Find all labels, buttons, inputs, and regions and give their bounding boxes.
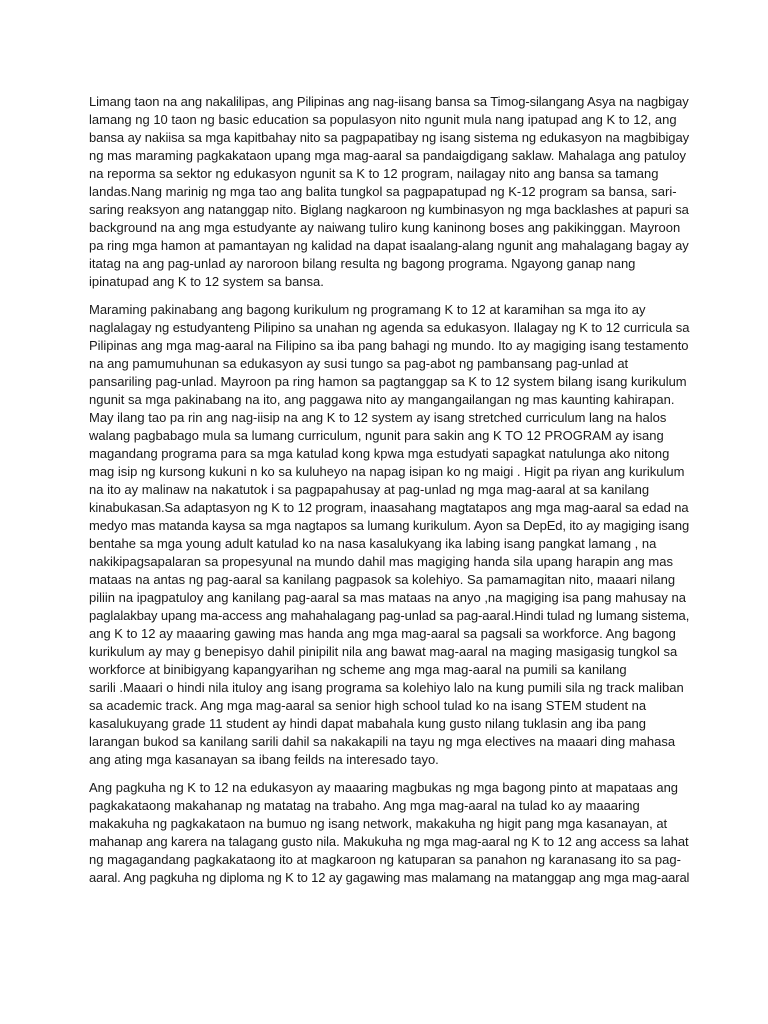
text-line: landas.Nang marinig ng mga tao ang balita tungkol sa pagpapatupad ng K-12 program sa bansa, sari-: [89, 184, 677, 199]
text-line: sa academic track. Ang mga mag-aaral sa senior high school tulad ko na isang STEM student na: [89, 698, 647, 713]
text-line: bansa ay nakiisa sa mga kapitbahay nito sa pagpapatibay ng isang sistema ng edukasyon na magbibigay: [89, 130, 690, 145]
text-line: May ilang tao pa rin ang nag-iisip na ang K to 12 system ay isang stretched curriculum lang na halos: [89, 410, 667, 425]
text-line: lamang ng 10 taon ng basic education sa populasyon nito ngunit mula nang ipatupad ang K to 12, ang: [89, 112, 677, 127]
text-line: ngunit sa mga pakinabang na ito, ang paggawa nito ay mangangailangan ng mas kaunting kahirapan.: [89, 392, 675, 407]
text-line: background na ang mga estudyante ay naiwang tuliro kung kaninong boses ang pakikinggan. Mayroon: [89, 220, 681, 235]
text-line: mag isip ng kursong kukuni n ko sa kuluheyo na napag isipan ko ng maigi . Higit pa riyan ang kurikulum: [89, 464, 685, 479]
paragraph: [89, 779, 689, 887]
text-line: Maraming pakinabang ang bagong kurikulum ng programang K to 12 at karamihan sa mga ito ay: [89, 302, 646, 317]
text-line: ng magagandang pagkakataong ito at magkaroon ng katuparan sa panahon ng karanasang ito sa pag-: [89, 852, 681, 867]
document-body: [89, 93, 689, 887]
text-line: paglalakbay upang ma-access ang mahahalagang pag-unlad sa pag-aaral.Hindi tulad ng lumang sistema,: [89, 608, 690, 623]
text-line: nakikipagsapalaran sa propesyunal na mundo dahil mas magiging handa sila upang harapin ang mas: [89, 554, 673, 569]
text-line: makakuha ng pagkakataon na bumuo ng isang network, makakuha ng higit pang mga kasanayan, at: [89, 816, 668, 831]
text-line: Limang taon na ang nakalilipas, ang Pilipinas ang nag-iisang bansa sa Timog-silangang Asya na nagbigay: [89, 94, 689, 109]
text-line: kinabukasan.Sa adaptasyon ng K to 12 program, inaasahang magtatapos ang mga mag-aaral sa edad na: [89, 500, 689, 515]
text-line: kurikulum ay may g benepisyo dahil pinipilit nila ang bawat mag-aaral na maging masigasig tungkol sa: [89, 644, 678, 659]
text-line: mataas na antas ng pag-aaral sa kanilang pagpasok sa kolehiyo. Sa pamamagitan nito, maaari nilang: [89, 572, 676, 587]
text-line: pansariling pag-unlad. Mayroon pa ring hamon sa pagtanggap sa K to 12 system bilang isang kurikulum: [89, 374, 687, 389]
text-line: aaral. Ang pagkuha ng diploma ng K to 12 ay gagawing mas malamang na matanggap ang mga mag-aaral: [89, 870, 690, 885]
text-line: ang K to 12 ay maaaring gawing mas handa ang mga mag-aaral sa pagsali sa workforce. Ang bagong: [89, 626, 676, 641]
text-line: Pilipinas ang mga mag-aaral na Filipino sa iba pang bahagi ng mundo. Ito ay magiging isang testamento: [89, 338, 689, 353]
text-line: saring reaksyon ang natanggap nito. Biglang nagkaroon ng kumbinasyon ng mga backlashes at papuri sa: [89, 202, 689, 217]
text-line: larangan bukod sa kanilang sarili dahil sa nakakapili na tayu ng mga electives na maaari ding mahasa: [89, 734, 676, 749]
text-line: sarili .Maaari o hindi nila ituloy ang isang programa sa kolehiyo lalo na kung pumili sila ng track maliban: [89, 680, 684, 695]
text-line: naglalagay ng estudyanteng Pilipino sa unahan ng agenda sa edukasyon. Ilalagay ng K to 12 curricula sa: [89, 320, 690, 335]
text-line: magandang programa para sa mga katulad kong kpwa mga estudyati sapagkat natulunga ako nitong: [89, 446, 670, 461]
text-line: Ang pagkuha ng K to 12 na edukasyon ay maaaring magbukas ng mga bagong pinto at mapataas ang: [89, 780, 679, 795]
text-line: na ito ay malinaw na nakatutok i sa pagpapahusay at pag-unlad ng mga mag-aaral at sa kanilang: [89, 482, 650, 497]
text-line: ng mas maraming pagkakataon upang mga mag-aaral sa pandaigdigang saklaw. Mahalaga ang patuloy: [89, 148, 686, 163]
text-line: medyo mas matanda kaysa sa mga nagtapos sa lumang kurikulum. Ayon sa DepEd, ito ay magiging isang: [89, 518, 690, 533]
text-line: workforce at binibigyang kapangyarihan ng scheme ang mga mag-aaral na pumili sa kanilang: [89, 662, 627, 677]
paragraph: [89, 301, 689, 769]
text-line: ang ating mga kasanayan sa ibang feilds na interesado tayo.: [89, 752, 439, 767]
text-line: piliin na ipagpatuloy ang kanilang pag-aaral sa mas mataas na anyo ,na magiging isa pang mahusay na: [89, 590, 686, 605]
text-line: na reporma sa sektor ng edukasyon ngunit sa K to 12 program, nailagay nito ang bansa sa tamang: [89, 166, 659, 181]
text-line: ipinatupad ang K to 12 system sa bansa.: [89, 274, 324, 289]
text-line: bentahe sa mga young adult katulad ko na nasa kasalukyang ika labing isang pangkat lamang , na: [89, 536, 657, 551]
text-line: kasalukuyang grade 11 student ay hindi dapat mabahala kung gusto nilang tuklasin ang iba pang: [89, 716, 647, 731]
text-line: pagkakataong makahanap ng matatag na trabaho. Ang mga mag-aaral na tulad ko ay maaaring: [89, 798, 640, 813]
text-line: itatag na ang pag-unlad ay naroroon bilang resulta ng bagong programa. Ngayong ganap nang: [89, 256, 636, 271]
text-line: na ang pamumuhunan sa edukasyon ay susi tungo sa pag-abot ng pambansang pag-unlad at: [89, 356, 629, 371]
paragraph: [89, 93, 689, 291]
text-line: pa ring mga hamon at pamantayan ng kalidad na dapat isaalang-alang ngunit ang mahalagang bagay ay: [89, 238, 689, 253]
text-line: mahanap ang karera na talagang gusto nila. Makukuha ng mga mag-aaral ng K to 12 ang access sa lahat: [89, 834, 689, 849]
text-line: walang pagbabago mula sa lumang curriculum, ngunit para sakin ang K TO 12 PROGRAM ay isang: [89, 428, 664, 443]
